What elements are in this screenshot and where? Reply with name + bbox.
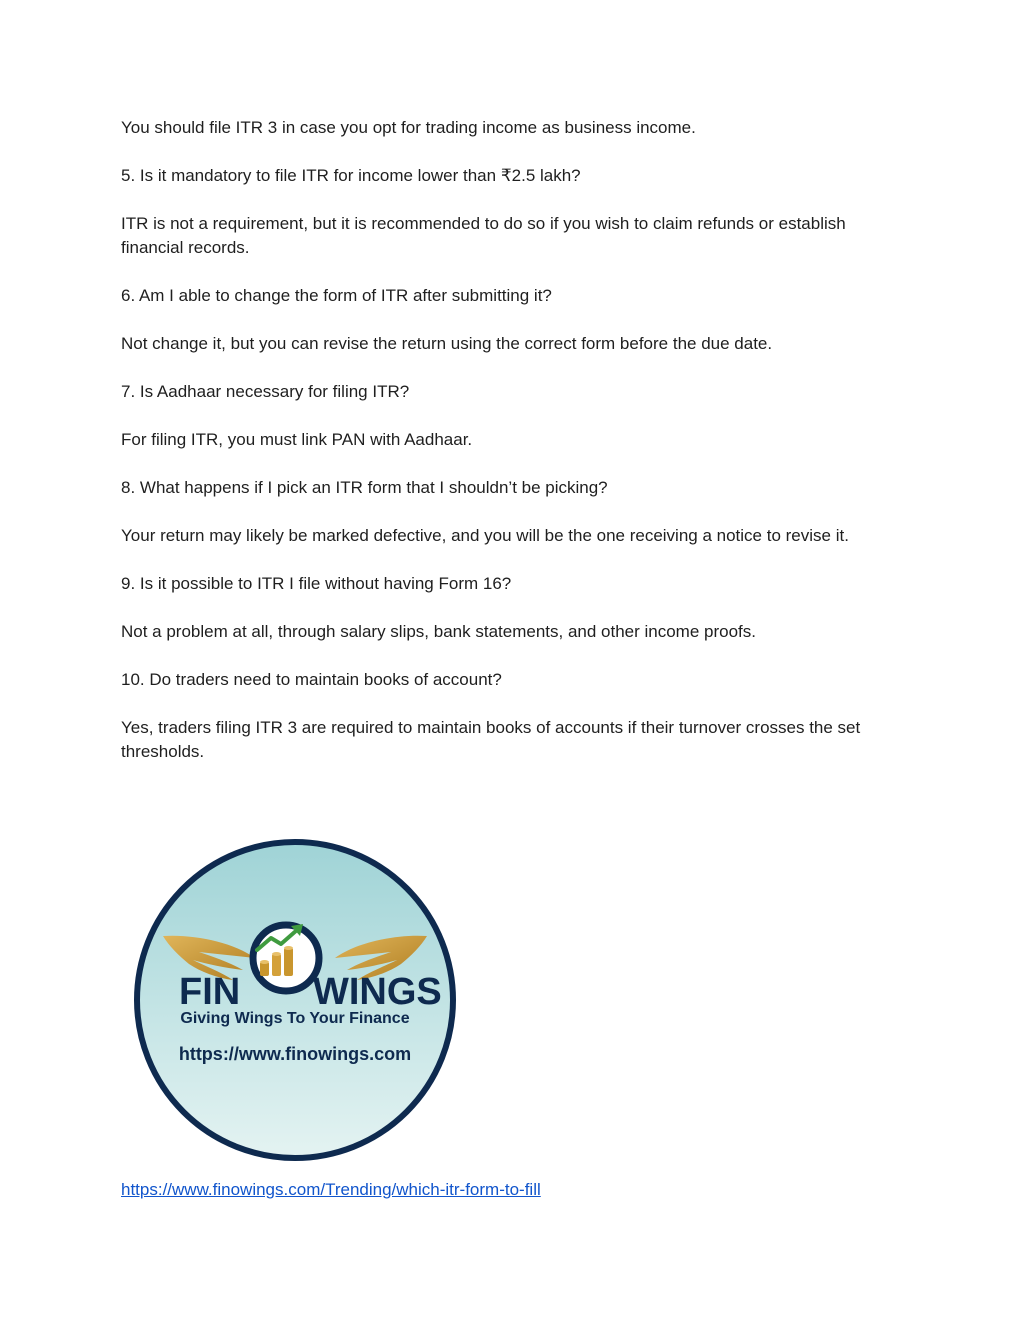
faq-answer-9: Not a problem at all, through salary slips, bank statements, and other income proofs.	[121, 622, 756, 641]
faq-question-10: 10. Do traders need to maintain books of account?	[121, 670, 502, 689]
logo-graphic	[133, 838, 457, 1162]
faq-answer-7: For filing ITR, you must link PAN with Aadhaar.	[121, 430, 473, 449]
source-link[interactable]: https://www.finowings.com/Trending/which-itr-form-to-fill	[121, 1180, 541, 1199]
faq-answer-5: ITR is not a requirement, but it is recommended to do so if you wish to claim refunds or establish financial records.	[121, 214, 846, 257]
logo-url: https://www.finowings.com	[178, 1044, 412, 1064]
brand-name-left: FIN	[179, 971, 241, 1013]
finowings-logo	[133, 838, 457, 1162]
faq-question-9: 9. Is it possible to ITR I file without having Form 16?	[121, 574, 512, 593]
document-body	[121, 116, 901, 788]
growth-chart-icon	[253, 924, 319, 991]
faq-answer-10: Yes, traders filing ITR 3 are required to maintain books of accounts if their turnover crosses the set thresholds.	[121, 718, 861, 761]
faq-question-5: 5. Is it mandatory to file ITR for income lower than ₹2.5 lakh?	[121, 166, 581, 185]
faq-question-7: 7. Is Aadhaar necessary for filing ITR?	[121, 382, 410, 401]
logo-tagline: Giving Wings To Your Finance	[180, 1010, 410, 1027]
faq-answer-6: Not change it, but you can revise the return using the correct form before the due date.	[121, 334, 773, 353]
brand-name-right: WINGS	[313, 971, 442, 1013]
faq-question-8: 8. What happens if I pick an ITR form that I shouldn’t be picking?	[121, 478, 608, 497]
faq-question-6: 6. Am I able to change the form of ITR after submitting it?	[121, 286, 552, 305]
paragraph-intro: You should file ITR 3 in case you opt for trading income as business income.	[121, 118, 696, 137]
faq-answer-8: Your return may likely be marked defective, and you will be the one receiving a notice to revise it.	[121, 526, 849, 545]
